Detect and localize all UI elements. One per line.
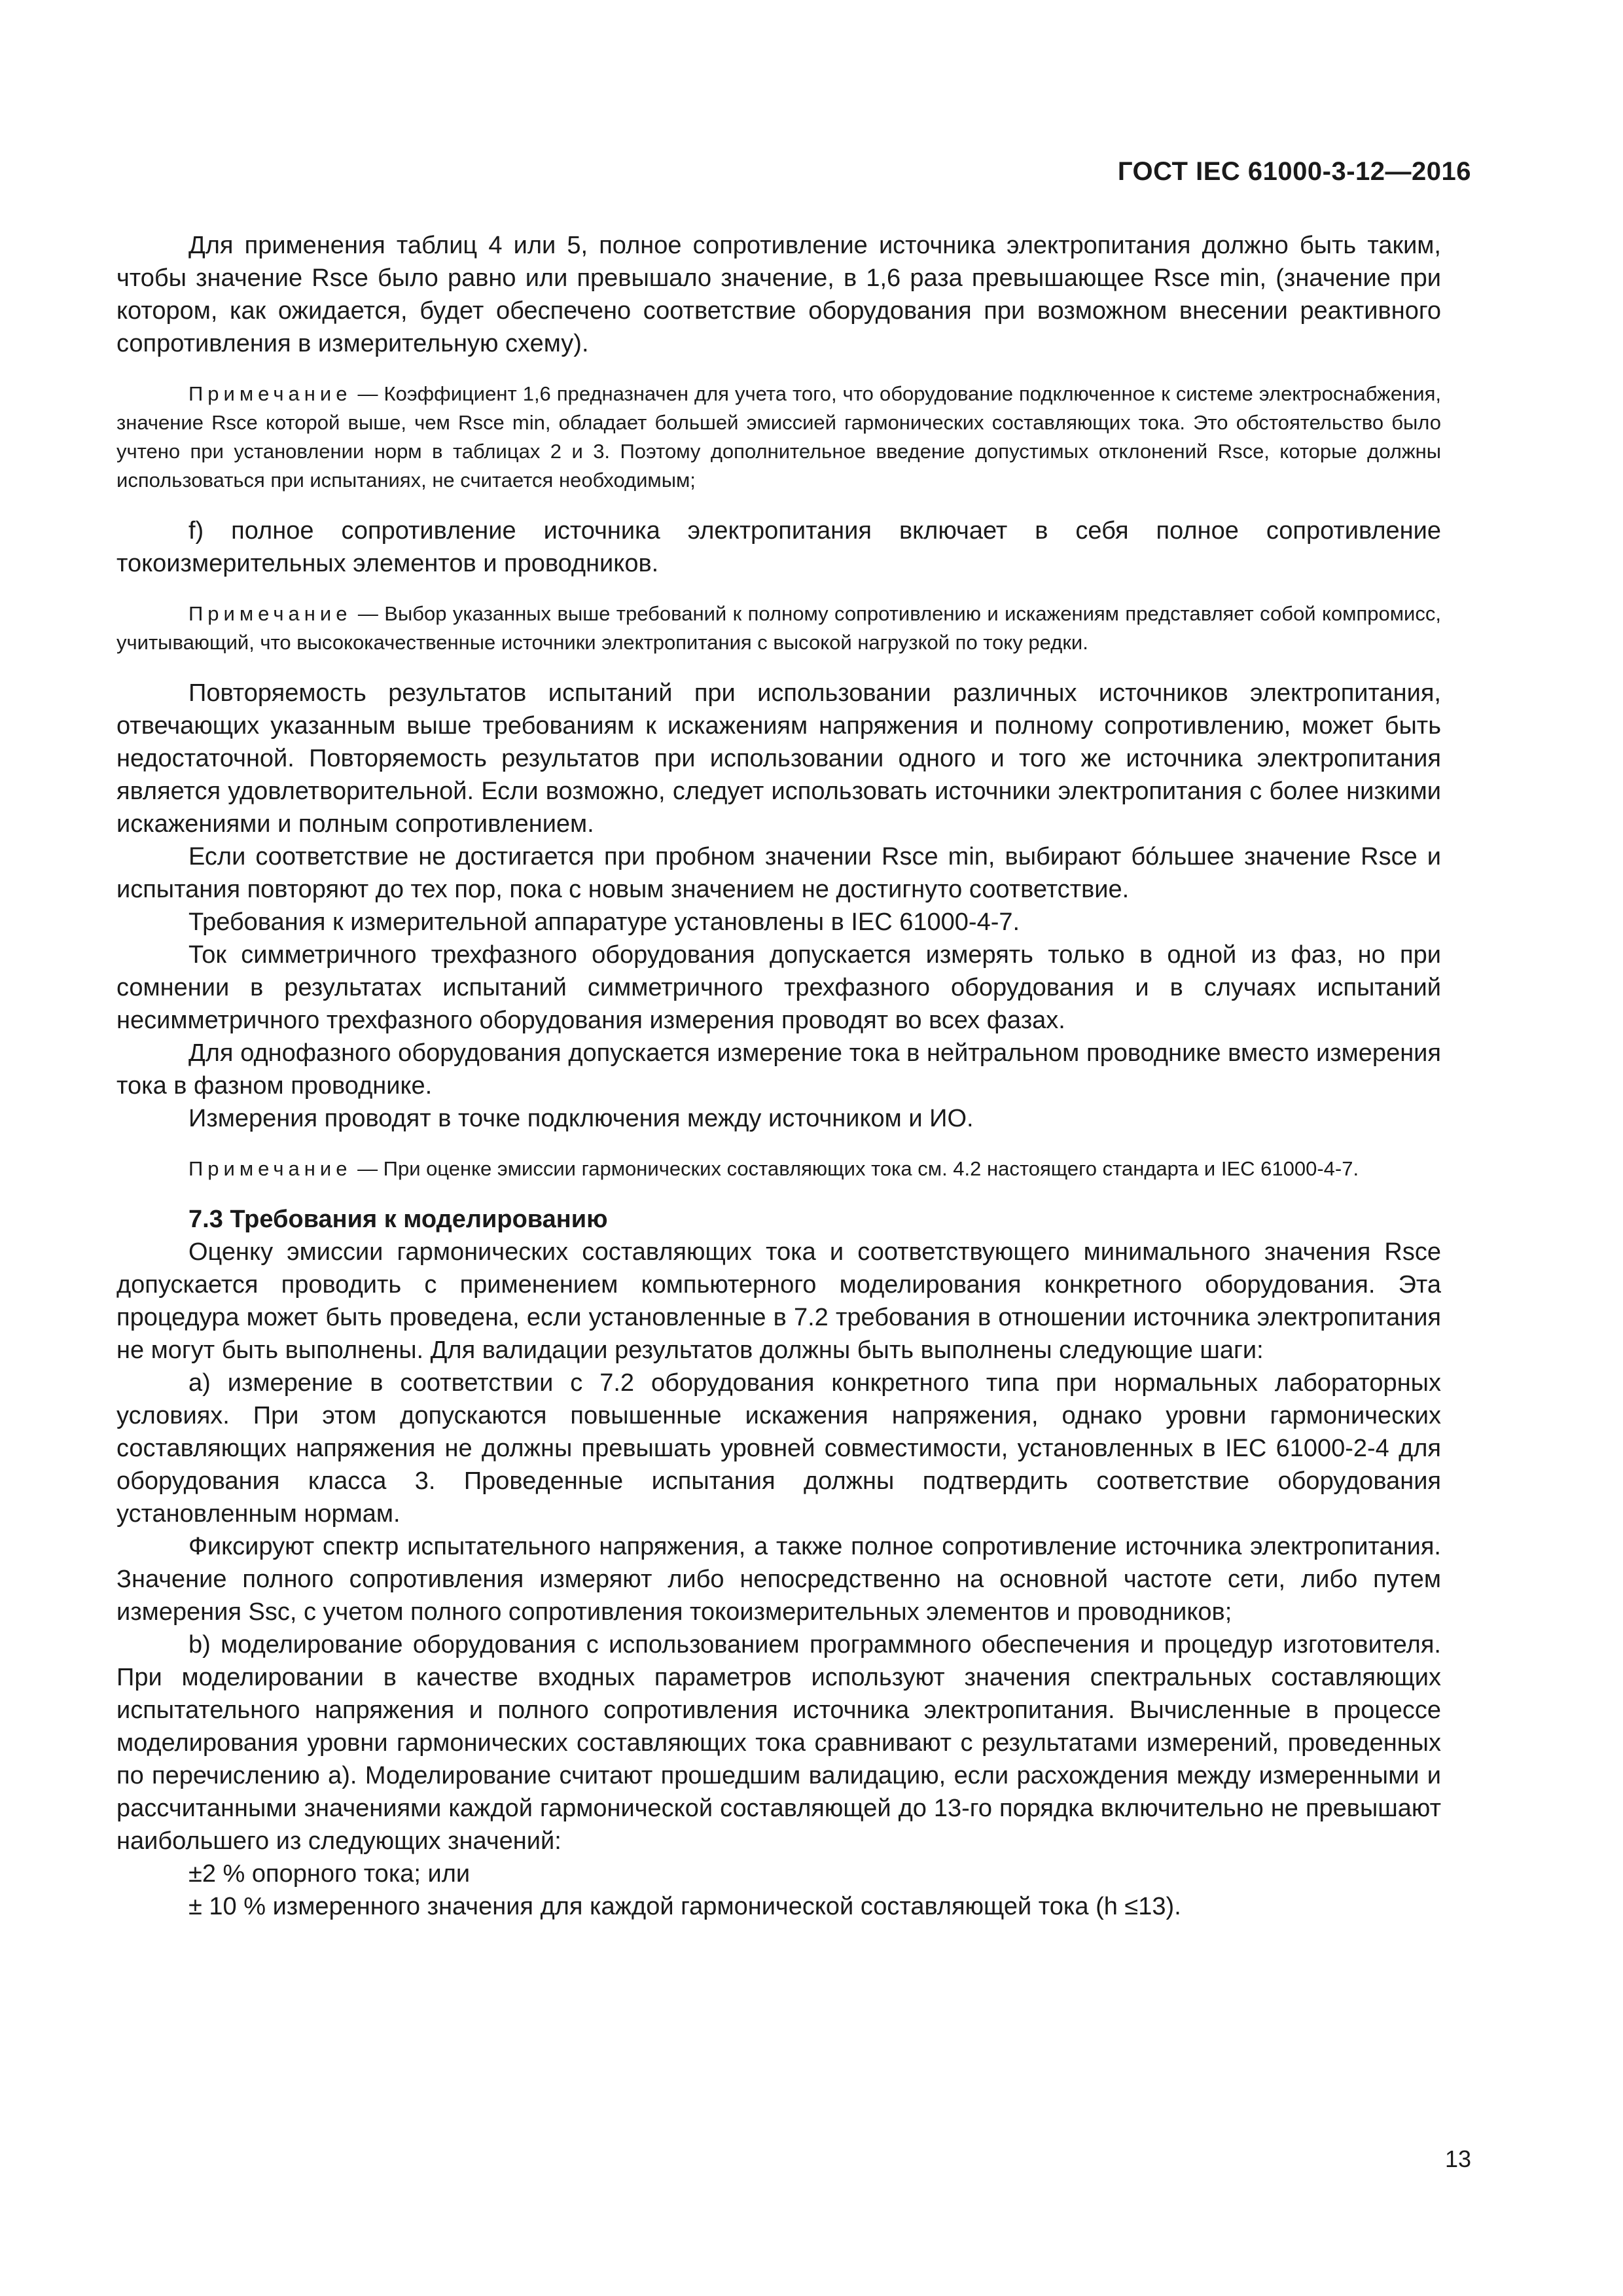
paragraph-spectrum: Фиксируют спектр испытательного напряжения, а также полное сопротивление источника электропитания. Значение полного сопротивления измеряют либо непосредственно на основной частоте сети, либо путем измерения Ssc, с учетом полного сопротивления токоизмерительных элементов и проводников; (116, 1533, 1441, 1626)
paragraph-simulation-intro: Оценку эмиссии гармонических составляющих тока и соответствующего минимального значения Rsce допускается проводить с применением компьютерного моделирования конкретного оборудования. Эта процедура может быть проведена, если установленные в 7.2 требования в отношении источника электропитания не могут быть выполнены. Для валидации результатов должны быть выполнены следующие шаги: (116, 1238, 1441, 1364)
criterion-measured-value: ± 10 % измеренного значения для каждой гармонической составляющей тока (h ≤13). (188, 1893, 1181, 1920)
note-coefficient (116, 380, 1441, 495)
criterion-reference-current: ±2 % опорного тока; или (188, 1860, 471, 1888)
note-label: Примечание (188, 602, 352, 625)
paragraph-rsce-retry: Если соответствие не достигается при пробном значении Rsce min, выбирают бо́льшее значение Rsce и испытания повторяют до тех пор, пока с новым значением не достигнуто соответствие. (116, 843, 1441, 903)
note-emission (116, 1155, 1441, 1183)
paragraph-single-phase: Для однофазного оборудования допускается измерение тока в нейтральном проводнике вместо измерения тока в фазном проводнике. (116, 1039, 1441, 1100)
page-body (116, 229, 1441, 1923)
note-compromise (116, 600, 1441, 657)
list-item-b: b) моделирование оборудования с использованием программного обеспечения и процедур изготовителя. При моделировании в качестве входных параметров используют значения спектральных составляющих испытательного напряжения и полного сопротивления источника электропитания. Вычисленные в процессе моделирования уровни гармонических составляющих тока сравнивают с результатами измерений, проведенных по перечислению а). Моделирование считают прошедшим валидацию, если расхождения между измеренными и рассчитанными значениями каждой гармонической составляющей до 13-го порядка включительно не превышают наибольшего из следующих значений: (116, 1631, 1441, 1855)
list-item-f: f) полное сопротивление источника электропитания включает в себя полное сопротивление токоизмерительных элементов и проводников. (116, 517, 1441, 577)
paragraph-three-phase: Ток симметричного трехфазного оборудования допускается измерять только в одной из фаз, но при сомнении в результатах испытаний симметричного трехфазного оборудования и в случаях испытаний несимметричного трехфазного оборудования измерения проводят во всех фазах. (116, 941, 1441, 1034)
note-text: — Коэффициент 1,6 предназначен для учета того, что оборудование подключенное к системе электроснабжения, значение Rsce которой выше, чем Rsce min, обладает большей эмиссией гармонических составляющих тока. Это обстоятельство было учтено при установлении норм в таблицах 2 и 3. Поэтому дополнительное введение допустимых отклонений Rsce, которые должны использоваться при испытаниях, не считается необходимым; (116, 382, 1441, 492)
paragraph-repeatability: Повторяемость результатов испытаний при использовании различных источников электропитания, отвечающих указанным выше требованиям к искажениям напряжения и полному сопротивлению, может быть недостаточной. Повторяемость результатов при использовании одного и того же источника электропитания является удовлетворительной. Если возможно, следует использовать источники электропитания с более низкими искажениями и полным сопротивлением. (116, 679, 1441, 838)
list-item-a: a) измерение в соответствии с 7.2 оборудования конкретного типа при нормальных лабораторных условиях. При этом допускаются повышенные искажения напряжения, однако уровни гармонических составляющих напряжения не должны превышать уровней совместимости, установленных в IEC 61000-2-4 для оборудования класса 3. Проведенные испытания должны подтвердить соответствие оборудования установленным нормам. (116, 1369, 1441, 1528)
note-text: — При оценке эмиссии гармонических составляющих тока см. 4.2 настоящего стандарта и IEC 61000-4-7. (357, 1157, 1359, 1180)
note-label: Примечание (188, 382, 352, 405)
paragraph-table-applicability: Для применения таблиц 4 или 5, полное сопротивление источника электропитания должно быть таким, чтобы значение Rsce было равно или превышало значение, в 1,6 раза превышающее Rsce min, (значение при котором, как ожидается, будет обеспечено соответствие оборудования при возможном внесении реактивного сопротивления в измерительную схему). (116, 232, 1441, 357)
paragraph-instrumentation: Требования к измерительной аппаратуре установлены в IEC 61000-4-7. (188, 908, 1020, 936)
note-label: Примечание (188, 1157, 352, 1180)
document-id-header: ГОСТ IEC 61000-3-12—2016 (1117, 157, 1471, 186)
note-text: — Выбор указанных выше требований к полному сопротивлению и искажениям представляет собой компромисс, учитывающий, что высококачественные источники электропитания с высокой нагрузкой по току редки. (116, 602, 1441, 654)
paragraph-measurement-point: Измерения проводят в точке подключения между источником и ИО. (188, 1105, 974, 1132)
page-number: 13 (1444, 2145, 1471, 2172)
section-heading-7-3: 7.3 Требования к моделированию (188, 1206, 608, 1233)
